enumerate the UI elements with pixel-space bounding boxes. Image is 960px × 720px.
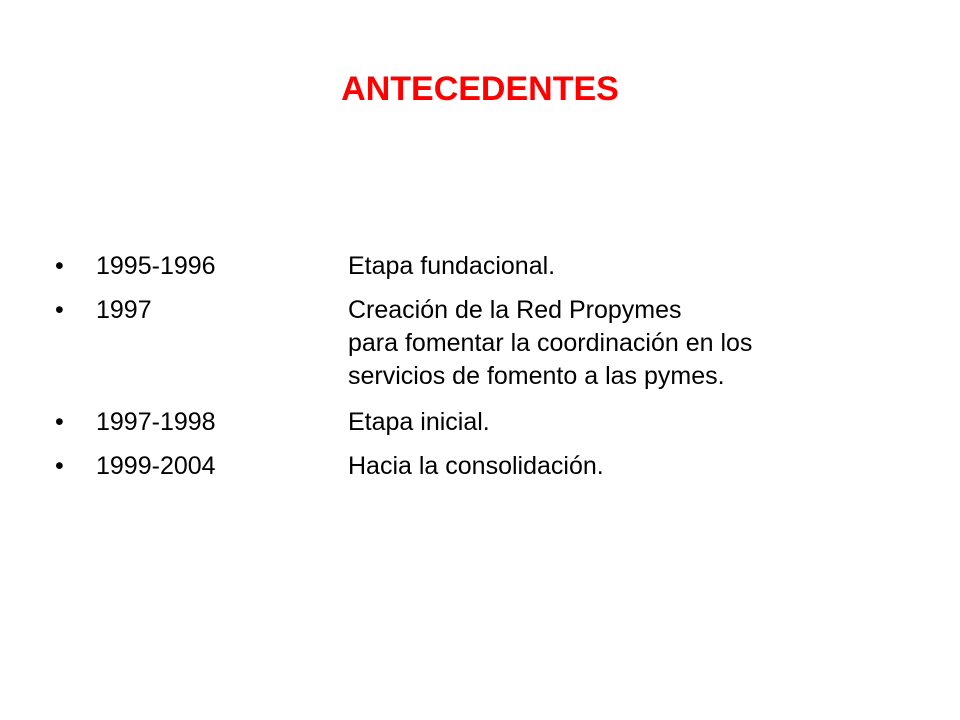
bullet-year: 1995-1996 <box>96 252 216 280</box>
description-line: servicios de fomento a las pymes. <box>348 362 725 390</box>
bullet-description <box>348 406 915 439</box>
bullet-icon: • <box>55 452 64 480</box>
list-item <box>55 450 915 483</box>
list-item <box>55 406 915 439</box>
list-item <box>55 250 915 283</box>
bullet-year: 1997-1998 <box>96 408 216 436</box>
bullet-description <box>348 450 915 483</box>
bullet-year: 1999-2004 <box>96 452 216 480</box>
bullet-icon: • <box>55 408 64 436</box>
description-line: Creación de la Red Propymes <box>348 296 682 324</box>
description-line: para fomentar la coordinación en los <box>348 329 753 357</box>
bullet-icon: • <box>55 296 64 324</box>
description-line: Etapa fundacional. <box>348 252 556 280</box>
description-line: Etapa inicial. <box>348 408 490 436</box>
slide-title: ANTECEDENTES <box>341 70 619 108</box>
bullet-list <box>55 250 915 494</box>
bullet-icon: • <box>55 252 64 280</box>
list-item <box>55 294 915 393</box>
bullet-year: 1997 <box>96 296 152 324</box>
description-line: Hacia la consolidación. <box>348 452 604 480</box>
bullet-description <box>348 250 915 283</box>
bullet-description <box>348 294 915 393</box>
